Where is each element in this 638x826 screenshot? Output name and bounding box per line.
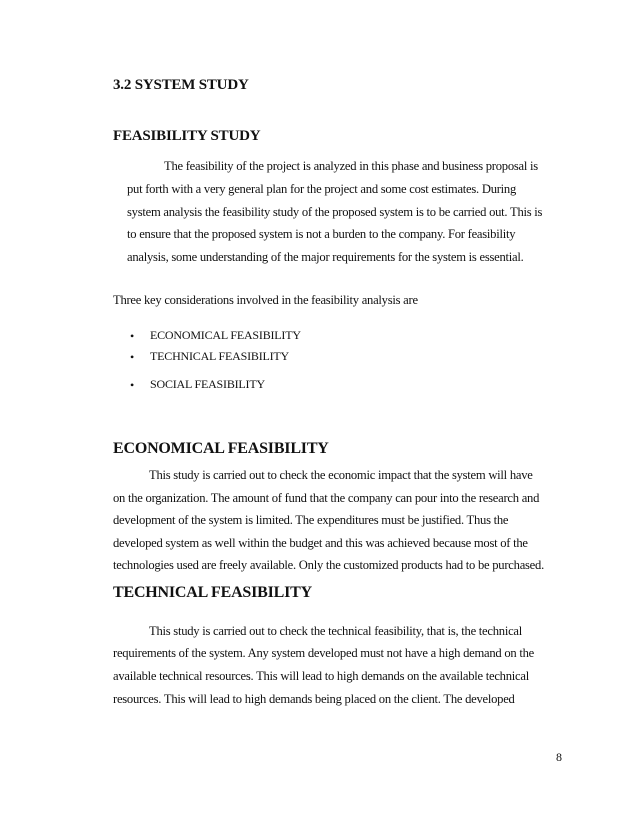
economical-feasibility-heading: ECONOMICAL FEASIBILITY (113, 440, 329, 457)
feasibility-paragraph-line: analysis, some understanding of the major requirements for the system is essential. (127, 250, 524, 264)
feasibility-paragraph-line: The feasibility of the project is analyzed in this phase and business proposal is (164, 159, 538, 173)
feasibility-paragraph-line: put forth with a very general plan for the project and some cost estimates. During (127, 182, 517, 196)
considerations-intro: Three key considerations involved in the feasibility analysis are (113, 293, 418, 307)
list-item-label: SOCIAL FEASIBILITY (150, 377, 265, 391)
list-item-label: TECHNICAL FEASIBILITY (150, 349, 290, 363)
list-item (130, 327, 134, 345)
list-item (130, 376, 134, 394)
economical-paragraph-line: developed system as well within the budget and this was achieved because most of the (113, 536, 528, 550)
bullet-icon: • (130, 378, 135, 392)
page-number: 8 (556, 750, 562, 764)
list-item (130, 348, 134, 366)
feasibility-paragraph-line: system analysis the feasibility study of the proposed system is to be carried out. This is (127, 205, 543, 219)
list-item-label: ECONOMICAL FEASIBILITY (150, 328, 301, 342)
feasibility-study-heading: FEASIBILITY STUDY (113, 128, 261, 144)
technical-paragraph-line: available technical resources. This will lead to high demands on the available technical (113, 669, 529, 683)
economical-paragraph-line: on the organization. The amount of fund that the company can pour into the research and (113, 491, 540, 505)
section-title: 3.2 SYSTEM STUDY (113, 77, 249, 93)
technical-paragraph-line: resources. This will lead to high demands being placed on the client. The developed (113, 692, 515, 706)
technical-feasibility-heading: TECHNICAL FEASIBILITY (113, 584, 312, 601)
feasibility-paragraph-line: to ensure that the proposed system is not a burden to the company. For feasibility (127, 227, 516, 241)
bullet-icon: • (130, 329, 135, 343)
technical-paragraph-line: requirements of the system. Any system developed must not have a high demand on the (113, 646, 534, 660)
economical-paragraph-line: technologies used are freely available. Only the customized products had to be purchased. (113, 558, 544, 572)
economical-paragraph-line: development of the system is limited. The expenditures must be justified. Thus the (113, 513, 509, 527)
bullet-icon: • (130, 350, 135, 364)
economical-paragraph-line: This study is carried out to check the economic impact that the system will have (149, 468, 533, 482)
technical-paragraph-line: This study is carried out to check the technical feasibility, that is, the technical (149, 624, 523, 638)
